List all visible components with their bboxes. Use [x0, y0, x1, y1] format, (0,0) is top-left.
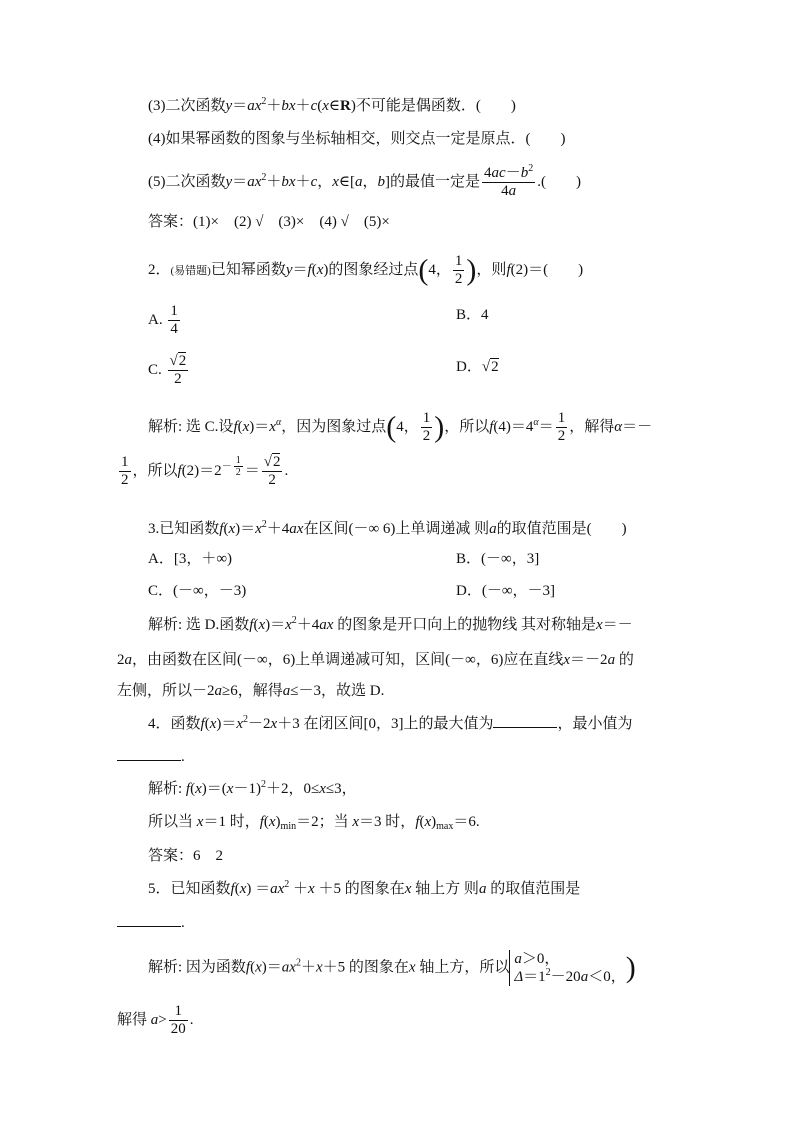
text: 答案：(1)× (2) √ (3)× (4) √ (5)×: [148, 214, 390, 230]
text: 在区间(－∞ 6)上单调递减 则: [303, 521, 490, 537]
solution-4-line-2: 所以当 x＝1 时，$f(x)_{min}=2$；当 x＝3 时，$f(x)_{max}=6$.: [148, 814, 480, 832]
text: .: [181, 915, 185, 931]
text: 解析: 因为函数: [148, 959, 246, 976]
fraction: $\frac{4ac-b^2}{4a}$: [484, 163, 534, 199]
solution-5-line-1: 解析: 因为函数$f(x)=ax^2+x+5$ 的图象在x 轴上方，所以 a＞0， $\Delta=1^2-20a<0$， ): [148, 951, 636, 985]
text: ≤－3，故选 D.: [290, 683, 385, 699]
text: 的图象在: [348, 959, 409, 976]
option-3c: [148, 581, 246, 601]
text: C．(－∞，－3): [148, 583, 247, 599]
text: ＝－2: [570, 652, 608, 668]
text: )不可能是偶函数．( ): [350, 98, 516, 114]
text: ∈[: [338, 173, 356, 190]
text: 的图象经过点: [328, 261, 419, 278]
text: ＝6.: [453, 814, 480, 830]
text: ，由函数在区间(－∞，6)上单调递减可知，区间(－∞，6)应在直线: [132, 652, 564, 668]
text: R: [340, 98, 351, 114]
text: B．(－∞，3]: [456, 551, 540, 567]
text: ＝1 时，: [203, 814, 260, 830]
question-4: 4．函数$f(x)=x^2-2x+3$ 在闭区间[0，3]上的最大值为 ，最小值为: [148, 714, 633, 732]
question-4-line-2: [117, 746, 185, 767]
option-c: C. $\frac{√2}{2}$: [148, 353, 187, 387]
text: ，最小值为: [557, 716, 633, 732]
solution-3-line-2: 2a，由函数在区间(－∞，6)上单调递减可知，区间(－∞，6)应在直线x＝－2a 的: [117, 652, 634, 668]
text: ，因为图象过点: [281, 418, 387, 435]
text: .: [181, 749, 185, 765]
item-5: (5)二次函数$y=ax^2+bx+c$，x∈[a，b]的最值一定是 $\frac{4ac-b^2}{4a}$ .( ): [148, 163, 581, 199]
text: B．4: [456, 307, 489, 323]
text: 3.已知函数: [148, 521, 220, 537]
text: ＝－: [602, 617, 633, 633]
answer-4: [148, 846, 223, 866]
text: ，0≤: [288, 781, 320, 797]
text: 所以当: [148, 814, 194, 830]
text: 轴上方，所以: [415, 959, 510, 976]
text: ≥6，解得: [222, 683, 283, 699]
text: (3)二次函数: [148, 98, 226, 114]
text: C.: [148, 361, 162, 378]
text: ＝: [244, 462, 260, 479]
option-a: A. $\frac{1}{4}$: [148, 303, 178, 337]
solution-5-line-2: 解得 a> $\frac{1}{20}$ .: [117, 1003, 194, 1037]
answer-1: [148, 212, 390, 232]
text: 在闭区间[0，3]上的最大值为: [303, 716, 494, 732]
solution-2-line-2: $\frac{1}{2}$ ，所以$f(2)=2^{- \frac{1}{2}}$ ＝ $\frac{√2}{2}$ .: [121, 454, 289, 488]
option-3d: [456, 581, 555, 601]
question-5: 5．已知函数$f(x) =ax^2 +x +5$ 的图象在x 轴上方 则a 的取值范围是: [148, 879, 581, 897]
option-d: D．√2: [456, 359, 499, 375]
inequality-system: a＞0， $\Delta=1^2-20a<0$，: [509, 950, 625, 986]
text: D．(－∞，－3]: [456, 583, 556, 599]
text: 的图象是开口向上的抛物线 其对称轴是: [337, 617, 596, 633]
answer-blank: [493, 713, 557, 728]
item-3: (3)二次函数$y=ax^2+bx+c(x\in R)$不可能是偶函数．( ): [148, 96, 516, 114]
solution-3-line-1: 解析: 选 D.函数$f(x)=x^2+4ax$ 的图象是开口向上的抛物线 其对称轴是x＝－: [148, 615, 633, 633]
text: (2)＝2: [181, 462, 222, 479]
text: 4．函数: [148, 716, 201, 732]
text: (4)＝4: [493, 418, 534, 435]
text: (: [317, 98, 323, 114]
question-2: 2．(易错题)已知幂函数y＝f(x)的图象经过点(4， $\frac{1}{2}$ )，则f(2)＝( ): [148, 253, 584, 287]
text: 解得: [117, 1011, 148, 1028]
text: .( ): [537, 173, 581, 190]
text: ∈: [328, 98, 341, 114]
text: ，: [317, 173, 333, 190]
solution-4-line-1: 解析: $f(x)=(x-1)^2+2$，0≤x≤3，: [148, 779, 357, 797]
option-3a: [148, 549, 232, 569]
text: 的取值范围是: [486, 881, 581, 897]
text: ，所以: [132, 462, 178, 479]
text: 的: [615, 652, 634, 668]
option-b: [456, 305, 489, 325]
text: ，则: [476, 261, 507, 278]
text: ≤3，: [325, 781, 357, 797]
text: (2)＝( ): [510, 261, 584, 278]
text: 解析: 选 C.设: [148, 418, 234, 435]
text: A．[3，＋∞): [148, 551, 233, 567]
text: 5．已知函数: [148, 881, 231, 897]
text: 的图象在: [344, 881, 405, 897]
text: (4)如果幂函数的图象与坐标轴相交，则交点一定是原点．( ): [148, 131, 566, 147]
text: (5)二次函数: [148, 173, 226, 190]
text: 已知幂函数: [210, 261, 286, 278]
text: ]的最值一定是: [385, 173, 481, 190]
question-5-line-2: [117, 912, 185, 933]
answer-blank: [117, 746, 181, 761]
text: 解析: 选 D.函数: [148, 617, 250, 633]
text: ＝: [538, 418, 554, 435]
option-3b: [456, 549, 539, 569]
item-4: [148, 129, 565, 149]
text: 解析:: [148, 781, 183, 797]
text: ，解得: [569, 418, 615, 435]
difficulty-tag: (易错题): [170, 264, 211, 277]
question-3: 3.已知函数$f(x)=x^2+4ax$在区间(－∞ 6)上单调递减 则a的取值范围是( ): [148, 519, 627, 537]
text: ＝3 时，: [359, 814, 416, 830]
answer-blank: [117, 912, 181, 927]
text: D．: [456, 359, 482, 375]
solution-2-line-1: 解析: 选 C.设$f(x)=x^\alpha$，因为图象过点(4， $\frac{1}{2}$ )，所以$f(4)=4^\alpha=$ $\frac{1}{2}$ ，解得α＝－: [148, 410, 653, 444]
text: ，所以: [444, 418, 490, 435]
text: 答案：6 2: [148, 848, 224, 864]
solution-3-line-3: 左侧，所以－2a≥6，解得a≤－3，故选 D.: [117, 683, 385, 699]
text: 2．: [148, 261, 171, 278]
text: 的取值范围是( ): [496, 521, 627, 537]
text: 轴上方 则: [411, 881, 479, 897]
text: A.: [148, 311, 163, 328]
text: ＝2；当: [296, 814, 349, 830]
text: ，: [362, 173, 378, 190]
text: 左侧，所以－2: [117, 683, 215, 699]
text: ＝－: [622, 418, 653, 435]
